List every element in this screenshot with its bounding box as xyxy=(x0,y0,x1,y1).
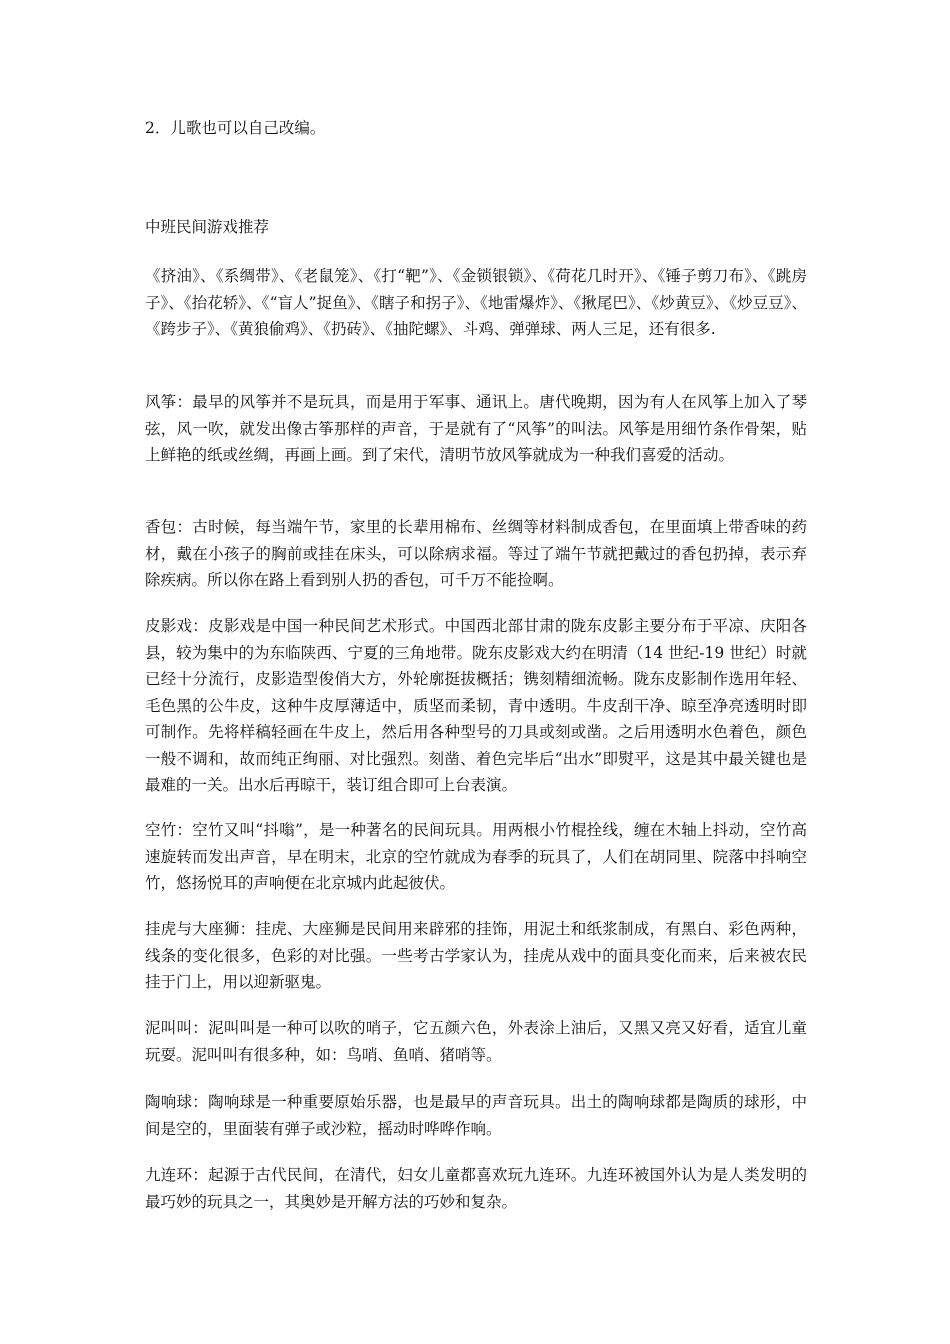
paragraph-kite: 风筝：最早的风筝并不是玩具，而是用于军事、通讯上。唐代晚期，因为有人在风筝上加入了琴弦，风一吹，就发出像古筝那样的声音，于是就有了“风筝”的叫法。风筝是用细竹条作骨架，贴上鲜艳的纸或丝绸，再画上画。到了宋代，清明节放风筝就成为一种我们喜爱的活动。 xyxy=(145,393,807,464)
paragraph-nine-rings: 九连环：起源于古代民间，在清代，妇女儿童都喜欢玩九连环。九连环被国外认为是人类发明的最巧妙的玩具之一，其奥妙是开解方法的巧妙和复杂。 xyxy=(145,1166,807,1211)
section-title: 中班民间游戏推荐 xyxy=(145,218,270,236)
paragraph-games-list: 《挤油》、《系绸带》、《老鼠笼》、《打“靶”》、《金锁银锁》、《荷花几时开》、《锤子剪刀布》、《跳房子》、《抬花轿》、《“盲人”捉鱼》、《瞎子和拐子》、《地雷爆炸》、《揪尾巴》、《炒黄豆》、《炒豆豆》、《跨步子》、《黄狼偷鸡》、《扔砖》、《抽陀螺》、斗鸡、弹弹球、两人三足，还有很多. xyxy=(145,267,807,338)
paragraph-clay-whistle: 泥叫叫：泥叫叫是一种可以吹的哨子，它五颜六色，外表涂上油后，又黑又亮又好看，适宜儿童玩耍。泥叫叫有很多种，如：鸟哨、鱼哨、猪哨等。 xyxy=(145,1019,807,1064)
paragraph-tiger-lion: 挂虎与大座狮：挂虎、大座狮是民间用来辟邪的挂饰，用泥土和纸浆制成，有黑白、彩色两种，线条的变化很多，色彩的对比强。一些考古学家认为，挂虎从戏中的面具变化而来，后来被农民挂于门上，用以迎新驱鬼。 xyxy=(145,920,807,991)
paragraph-shadow-play: 皮影戏：皮影戏是中国一种民间艺术形式。中国西北部甘肃的陇东皮影主要分布于平凉、庆阳各县，较为集中的为东临陕西、宁夏的三角地带。陇东皮影戏大约在明清（14 世纪-19 世纪）时就已经十分流行，皮影造型俊俏大方，外轮廓挺拔概括；镌刻精细流畅。陇东皮影制作选用年轻、毛色黑的公牛皮，这种牛皮厚薄适中，质坚而柔韧，青中透明。牛皮刮干净、晾至净亮透明时即可制作。先将样稿轻画在牛皮上，然后用各种型号的刀具或刻或凿。之后用透明水色着色，颜色一般不调和，故而纯正绚丽、对比强烈。刻凿、着色完毕后“出水”即熨平，这是其中最关键也是最难的一关。出水后再晾干，装订组合即可上台表演。 xyxy=(145,617,807,794)
paragraph-diabolo: 空竹：空竹又叫“抖嗡”，是一种著名的民间玩具。用两根小竹棍拴线，缠在木轴上抖动，空竹高速旋转而发出声音，早在明末，北京的空竹就成为春季的玩具了，人们在胡同里、院落中抖响空竹，悠扬悦耳的声响便在北京城内此起彼伏。 xyxy=(145,821,807,892)
paragraph-sachet: 香包：古时候，每当端午节，家里的长辈用棉布、丝绸等材料制成香包，在里面填上带香味的药材，戴在小孩子的胸前或挂在床头，可以除病求福。等过了端午节就把戴过的香包扔掉，表示弃除疾病。所以你在路上看到别人扔的香包，可千万不能捡啊。 xyxy=(145,518,807,589)
document-page xyxy=(145,0,807,1344)
paragraph-pottery-rattle: 陶响球：陶响球是一种重要原始乐器，也是最早的声音玩具。出土的陶响球都是陶质的球形，中间是空的，里面装有弹子或沙粒，摇动时哗哗作响。 xyxy=(145,1093,807,1138)
note-line: 2．儿歌也可以自己改编。 xyxy=(145,119,326,137)
